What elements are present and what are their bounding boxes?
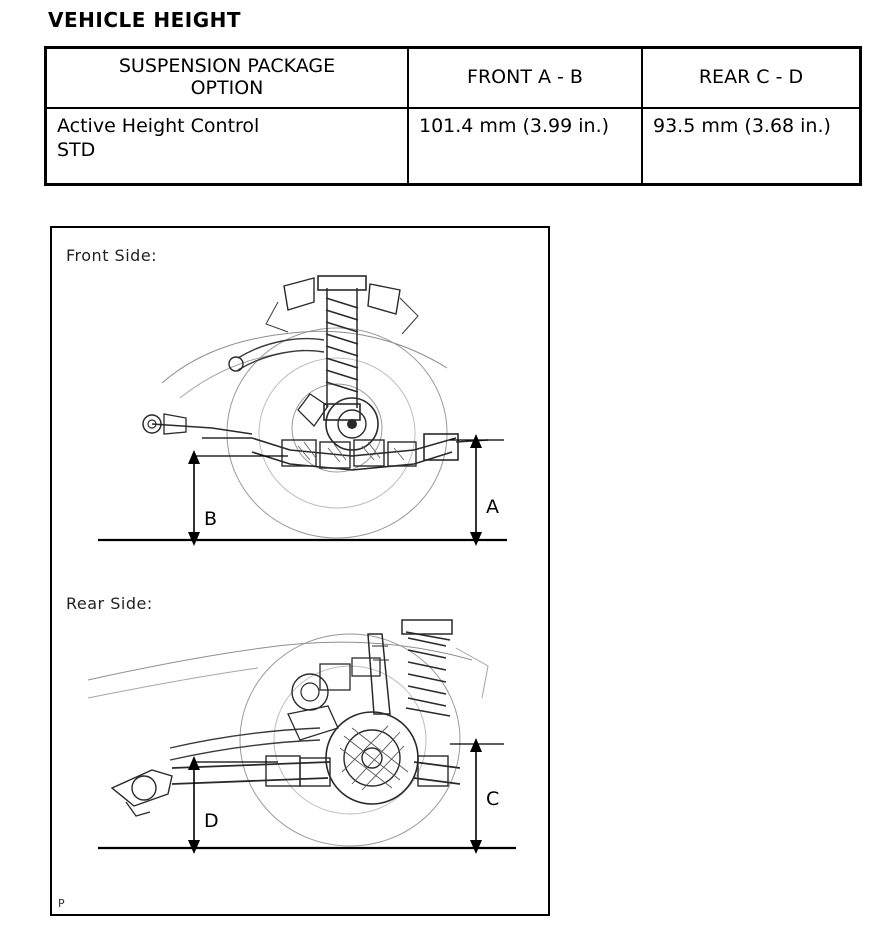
front-side-label: Front Side: bbox=[66, 246, 158, 265]
page-title: VEHICLE HEIGHT bbox=[48, 8, 242, 32]
cell-option-line1: Active Height Control bbox=[57, 115, 260, 137]
cell-option bbox=[46, 108, 409, 185]
rear-side-label: Rear Side: bbox=[66, 594, 153, 613]
header-cell-rear: REAR C - D bbox=[642, 48, 861, 109]
cell-option-line2: STD bbox=[57, 138, 96, 161]
cell-rear-value: 93.5 mm (3.68 in.) bbox=[642, 108, 861, 185]
header-cell-suspension-package-option bbox=[46, 48, 409, 109]
corner-mark: P bbox=[58, 897, 65, 910]
cell-front-value: 101.4 mm (3.99 in.) bbox=[408, 108, 642, 185]
dimension-label-c: C bbox=[486, 788, 500, 810]
suspension-diagram-illustration bbox=[52, 228, 550, 916]
table-row bbox=[46, 108, 861, 185]
table-header-row bbox=[46, 48, 861, 109]
dimension-label-a: A bbox=[486, 496, 499, 518]
header-cell-front: FRONT A - B bbox=[408, 48, 642, 109]
header-option-line2: OPTION bbox=[190, 77, 264, 99]
suspension-figure-panel bbox=[50, 226, 550, 916]
dimension-label-d: D bbox=[204, 810, 219, 832]
vehicle-height-spec-table bbox=[44, 46, 862, 186]
header-option-line1: SUSPENSION PACKAGE bbox=[118, 55, 336, 78]
dimension-label-b: B bbox=[204, 508, 218, 530]
